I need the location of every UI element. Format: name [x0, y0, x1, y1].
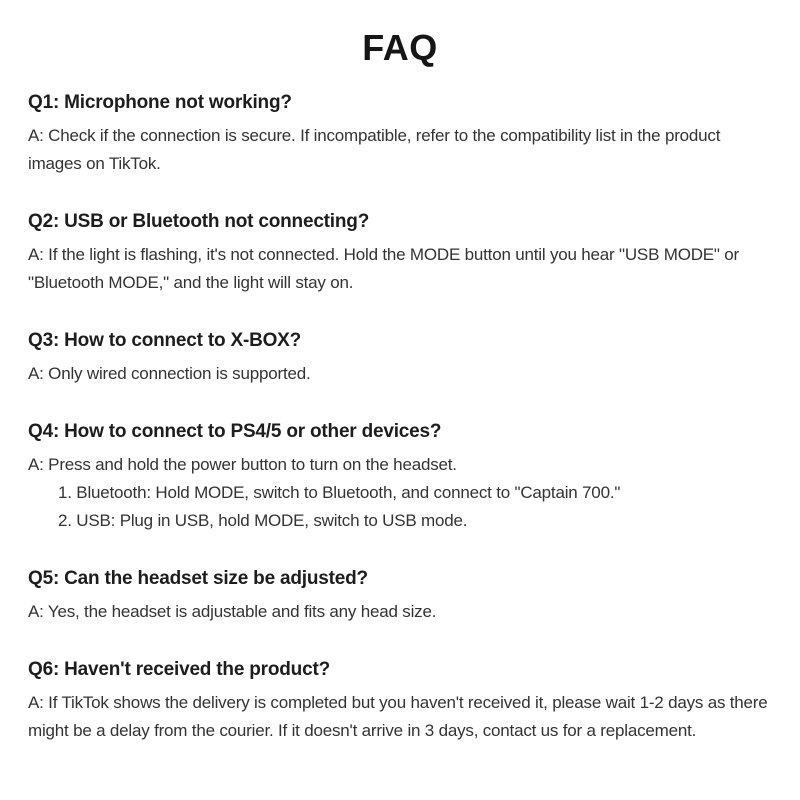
faq-item-q1 — [28, 90, 772, 178]
faq-item-q5 — [28, 566, 772, 626]
faq-question: Q5: Can the headset size be adjusted? — [28, 568, 368, 589]
faq-item-q2 — [28, 209, 772, 297]
faq-answer: A: If the light is flashing, it's not connected. Hold the MODE button until you hear "USB MODE" or "Bluetooth MODE," and the light will stay on. — [28, 245, 740, 292]
faq-item-q4 — [28, 419, 772, 535]
faq-question: Q6: Haven't received the product? — [28, 659, 330, 680]
page-title: FAQ — [362, 27, 438, 68]
faq-answer: A: Yes, the headset is adjustable and fits any head size. — [28, 602, 437, 621]
faq-item-q6 — [28, 657, 772, 745]
faq-question: Q1: Microphone not working? — [28, 92, 292, 113]
faq-answer: A: If TikTok shows the delivery is completed but you haven't received it, please wait 1-2 days as there might be a delay from the courier. If it doesn't arrive in 3 days, contact us for a replacement. — [28, 693, 768, 740]
faq-step: 2. USB: Plug in USB, hold MODE, switch to USB mode. — [58, 511, 468, 530]
faq-step: 1. Bluetooth: Hold MODE, switch to Bluetooth, and connect to "Captain 700." — [58, 483, 621, 502]
faq-question: Q3: How to connect to X-BOX? — [28, 330, 302, 351]
faq-answer: A: Check if the connection is secure. If incompatible, refer to the compatibility list in the product images on TikTok. — [28, 126, 721, 173]
faq-question: Q4: How to connect to PS4/5 or other devices? — [28, 421, 442, 442]
faq-answer: A: Press and hold the power button to turn on the headset. — [28, 455, 457, 474]
faq-steps — [28, 479, 772, 535]
faq-item-q3 — [28, 328, 772, 388]
faq-question: Q2: USB or Bluetooth not connecting? — [28, 211, 370, 232]
faq-answer: A: Only wired connection is supported. — [28, 364, 311, 383]
